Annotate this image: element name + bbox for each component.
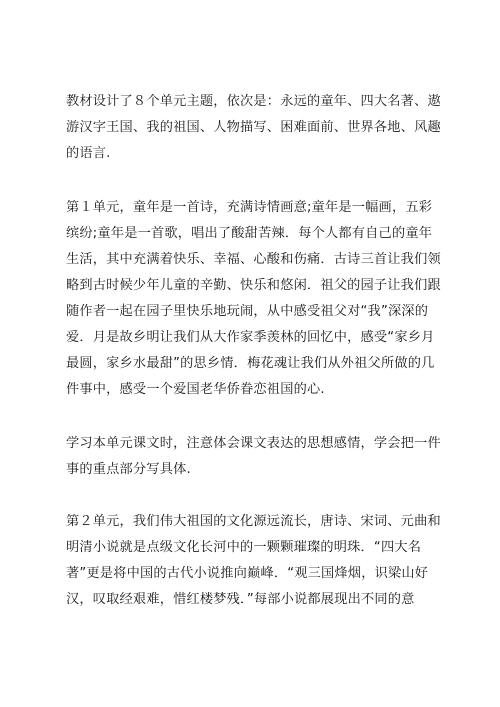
paragraph-study-note <box>66 431 441 483</box>
text-line: 游汉字王国、我的祖国、人物描写、困难面前、世界各地、风趣 <box>66 120 441 135</box>
text-line: 随作者一起在园子里快乐地玩闹，从中感受祖父对“我”深深的 <box>66 304 429 319</box>
text-line: 教材设计了８个单元主题，依次是：永远的童年、四大名著、遨 <box>66 94 441 109</box>
text-line: 缤纷;童年是一首歌，唱出了酸甜苦辣．每个人都有自己的童年 <box>66 226 433 241</box>
text-line: 学习本单元课文时，注意体会课文表达的思想感情，学会把一件 <box>66 436 441 451</box>
text-line: 略到古时候少年儿童的辛勤、快乐和悠闲．祖父的园子让我们跟 <box>66 278 441 293</box>
text-line: 明清小说就是点级文化长河中的一颗颗璀璨的明珠．“四大名 <box>66 540 422 555</box>
text-line: 第１单元，童年是一首诗，充满诗情画意;童年是一幅画，五彩 <box>66 200 433 215</box>
text-line: 生活，其中充满着快乐、幸福、心酸和伤痛．古诗三首让我们领 <box>66 252 441 267</box>
text-line: 爱．月是故乡明让我们从大作家季羡林的回忆中，感受“家乡月 <box>66 330 435 345</box>
paragraph-unit-themes <box>66 89 441 167</box>
text-line: 件事中，感受一个爱国老华侨眷恋祖国的心. <box>66 382 325 397</box>
paragraph-unit-2 <box>66 509 441 613</box>
text-line: 著”更是将中国的古代小说推向巅峰．“观三国烽烟，识梁山好 <box>66 566 429 581</box>
paragraph-unit-1 <box>66 195 441 403</box>
text-line: 汉，叹取经艰难，惜红楼梦残．”每部小说都展现出不同的意 <box>66 592 415 607</box>
text-line: 事的重点部分写具体. <box>66 462 191 477</box>
text-line: 的语言. <box>66 146 111 161</box>
text-line: 最圆，家乡水最甜”的思乡情．梅花魂让我们从外祖父所做的几 <box>66 356 435 371</box>
text-line: 第２单元，我们伟大祖国的文化源远流长，唐诗、宋词、元曲和 <box>66 514 441 529</box>
